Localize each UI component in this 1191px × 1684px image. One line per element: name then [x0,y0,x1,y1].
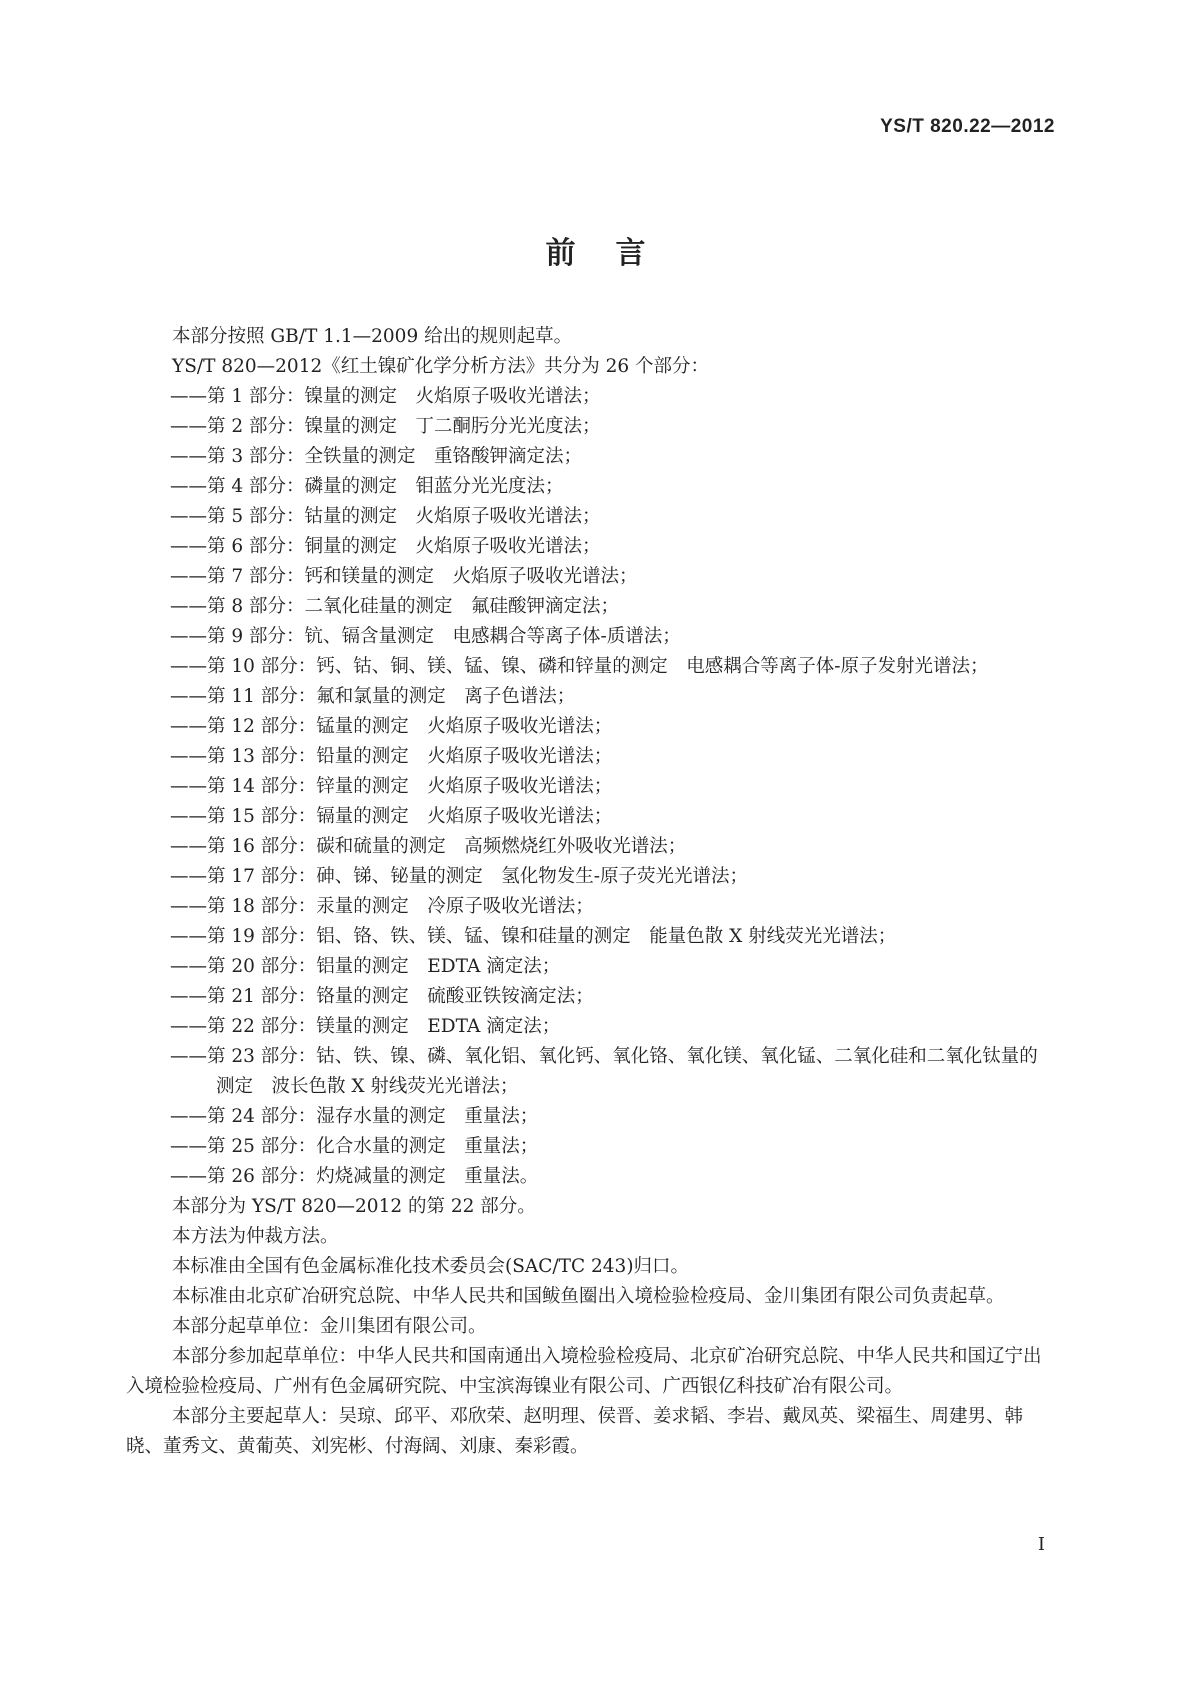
list-item: ——第 5 部分：钴量的测定 火焰原子吸收光谱法； [170,506,601,527]
list-item: ——第 8 部分：二氧化硅量的测定 氟硅酸钾滴定法； [170,596,620,617]
list-item: ——第 19 部分：铝、铬、铁、镁、锰、镍和硅量的测定 能量色散 X 射线荧光光谱法； [170,926,897,947]
paragraph: 本标准由北京矿冶研究总院、中华人民共和国鲅鱼圈出入境检验检疫局、金川集团有限公司负责起草。 [172,1286,1005,1307]
paragraph: 本标准由全国有色金属标准化技术委员会(SAC/TC 243)归口。 [172,1256,690,1277]
list-item: ——第 18 部分：汞量的测定 冷原子吸收光谱法； [170,896,594,917]
list-item: ——第 23 部分：钴、铁、镍、磷、氧化铝、氧化钙、氧化铬、氧化镁、氧化锰、二氧化硅和二氧化钛量的测定 波长色散 X 射线荧光光谱法； [170,1046,1038,1097]
paragraph: 本部分主要起草人：吴琼、邱平、邓欣荣、赵明理、侯晋、姜求韬、李岩、戴凤英、梁福生、周建男、韩晓、董秀文、黄葡英、刘宪彬、付海阔、刘康、秦彩霞。 [126,1406,1024,1457]
parts-list [126,382,1052,1192]
paragraph: 本部分起草单位：金川集团有限公司。 [172,1316,487,1337]
list-item: ——第 2 部分：镍量的测定 丁二酮肟分光光度法； [170,416,601,437]
list-item: ——第 25 部分：化合水量的测定 重量法； [170,1136,539,1157]
list-item: ——第 26 部分：灼烧减量的测定 重量法。 [170,1166,539,1187]
list-item: ——第 22 部分：镁量的测定 EDTA 滴定法； [170,1016,561,1037]
page-title: 前言 [545,236,686,271]
list-item: ——第 4 部分：磷量的测定 钼蓝分光光度法； [170,476,564,497]
paragraph: 本部分按照 GB/T 1.1—2009 给出的规则起草。 [172,326,573,347]
list-item: ——第 6 部分：铜量的测定 火焰原子吸收光谱法； [170,536,601,557]
list-item: ——第 15 部分：镉量的测定 火焰原子吸收光谱法； [170,806,613,827]
list-item: ——第 16 部分：碳和硫量的测定 高频燃烧红外吸收光谱法； [170,836,687,857]
list-item: ——第 9 部分：钪、镉含量测定 电感耦合等离子体-质谱法； [170,626,681,647]
list-item: ——第 13 部分：铅量的测定 火焰原子吸收光谱法； [170,746,613,767]
list-item: ——第 11 部分：氟和氯量的测定 离子色谱法； [170,686,576,707]
list-item: ——第 20 部分：铝量的测定 EDTA 滴定法； [170,956,561,977]
list-item: ——第 10 部分：钙、钴、铜、镁、锰、镍、磷和锌量的测定 电感耦合等离子体-原子发射光谱法； [170,656,989,677]
paragraph: 本方法为仲裁方法。 [172,1226,339,1247]
list-item: ——第 1 部分：镍量的测定 火焰原子吸收光谱法； [170,386,601,407]
paragraph: 本部分为 YS/T 820—2012 的第 22 部分。 [172,1196,536,1217]
list-item: ——第 7 部分：钙和镁量的测定 火焰原子吸收光谱法； [170,566,638,587]
paragraph: YS/T 820—2012《红土镍矿化学分析方法》共分为 26 个部分： [172,356,710,377]
list-item: ——第 3 部分：全铁量的测定 重铬酸钾滴定法； [170,446,583,467]
document-body [126,322,1052,1462]
list-item: ——第 21 部分：铬量的测定 硫酸亚铁铵滴定法； [170,986,594,1007]
standard-code: YS/T 820.22—2012 [880,116,1055,137]
list-item: ——第 24 部分：湿存水量的测定 重量法； [170,1106,539,1127]
list-item: ——第 17 部分：砷、锑、铋量的测定 氢化物发生-原子荧光光谱法； [170,866,749,887]
paragraph: 本部分参加起草单位：中华人民共和国南通出入境检验检疫局、北京矿冶研究总院、中华人民共和国辽宁出入境检验检疫局、广州有色金属研究院、中宝滨海镍业有限公司、广西银亿科技矿冶有限公司。 [126,1346,1042,1397]
list-item: ——第 14 部分：锌量的测定 火焰原子吸收光谱法； [170,776,613,797]
list-item: ——第 12 部分：锰量的测定 火焰原子吸收光谱法； [170,716,613,737]
page-number: I [1037,1534,1045,1555]
